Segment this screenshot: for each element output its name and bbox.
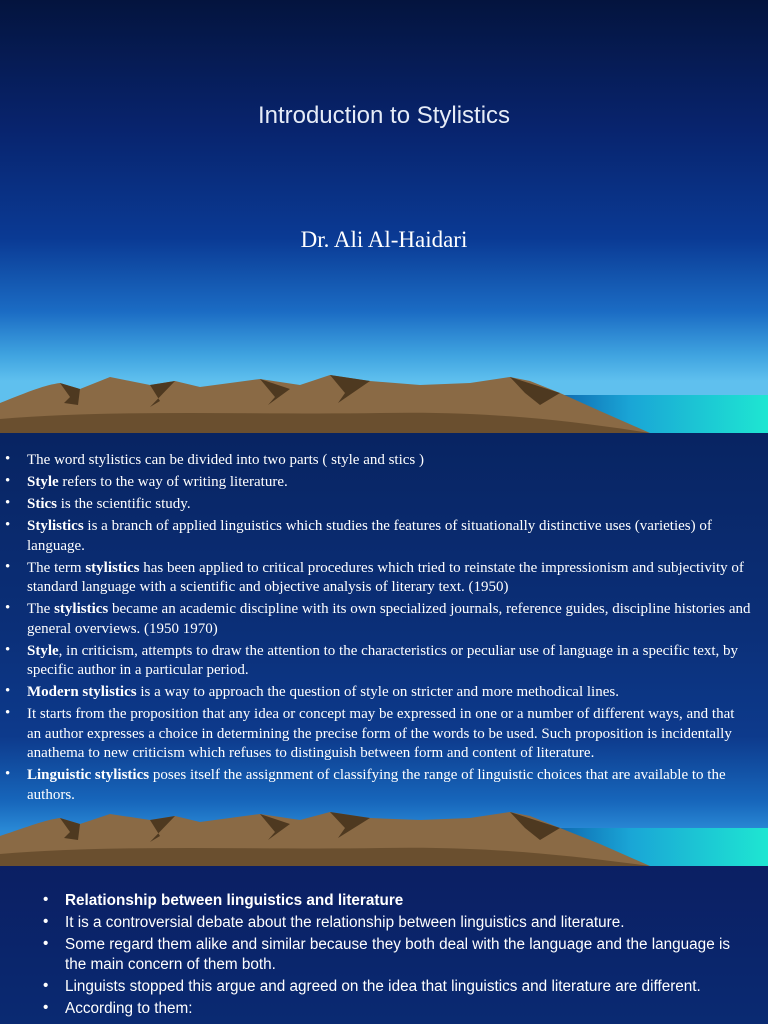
- bullet-item: [5, 600, 752, 639]
- bullet-term: stylistics: [85, 559, 140, 576]
- mountain-landscape: [0, 810, 768, 866]
- bullet-icon: •: [5, 641, 11, 658]
- definition-bullet-list: [5, 451, 752, 808]
- bullet-term: Style: [27, 642, 59, 659]
- bullet-text: is the scientific study.: [57, 496, 191, 512]
- bullet-icon: •: [5, 473, 11, 489]
- bullet-term: Stylistics: [27, 518, 84, 534]
- slide-stylistics-definitions: [0, 433, 768, 866]
- mountain-landscape: [0, 363, 768, 433]
- bullet-item: [5, 517, 752, 556]
- bullet-text-prefix: The: [27, 601, 55, 617]
- bullet-item: [5, 641, 752, 681]
- bullet-icon: •: [5, 495, 11, 511]
- bullet-item: [5, 766, 752, 805]
- bullet-term: Linguistic stylistics: [27, 767, 150, 783]
- bullet-icon: •: [5, 558, 11, 575]
- bullet-term: Stics: [27, 496, 57, 512]
- bullet-text: became an academic discipline with its own specialized journals, reference guides, discipline histories and general overviews. (1950 1970): [27, 601, 751, 637]
- bullet-item: [5, 451, 752, 471]
- bullet-text: It is a controversial debate about the relationship between linguistics and literature.: [65, 914, 625, 931]
- bullet-item: [5, 683, 752, 703]
- relationship-bullet-list: [43, 891, 755, 1021]
- bullet-text-prefix: The term: [27, 559, 86, 576]
- bullet-item: [5, 705, 752, 764]
- bullet-icon: •: [5, 451, 11, 467]
- bullet-text: has been applied to critical procedures which tried to reinstate the impressionism and subjectivity of standard language with a scientific and objective analysis of literary text. (1950): [27, 559, 744, 595]
- bullet-text: , in criticism, attempts to draw the attention to the characteristics or peculiar use of language in a specific text, by specific author in a particular period.: [27, 642, 739, 678]
- bullet-text: Some regard them alike and similar because they both deal with the language and the language is the main concern of them both.: [65, 936, 730, 973]
- bullet-text: According to them:: [65, 1000, 193, 1017]
- bullet-icon: •: [5, 517, 11, 533]
- bullet-icon: •: [43, 913, 49, 930]
- slide-linguistics-literature: [0, 866, 768, 1024]
- bullet-item: [43, 935, 755, 975]
- bullet-icon: •: [43, 999, 49, 1016]
- bullet-icon: •: [5, 600, 11, 616]
- slide-title: [0, 0, 768, 433]
- bullet-icon: •: [43, 891, 49, 908]
- bullet-icon: •: [5, 766, 11, 782]
- bullet-item: [5, 558, 752, 598]
- bullet-item: [43, 913, 755, 933]
- bullet-text: poses itself the assignment of classifying the range of linguistic choices that are available to the authors.: [27, 767, 726, 803]
- bullet-item: [43, 999, 755, 1019]
- bullet-text: is a way to approach the question of style on stricter and more methodical lines.: [136, 684, 619, 700]
- bullet-text: It starts from the proposition that any idea or concept may be expressed in one or a number of different ways, and that an author expresses a choice in determining the precise form of the words to be used. Such proposition is incidentally anathema to new criticism which refuses to distinguish between form and content of literature.: [27, 706, 735, 761]
- bullet-text: The word stylistics can be divided into two parts ( style and stics ): [27, 452, 425, 468]
- bullet-text: is a branch of applied linguistics which studies the features of situationally distinctive uses (varieties) of language.: [27, 518, 712, 554]
- bullet-item: [5, 495, 752, 515]
- slide-author: Dr. Ali Al-Haidari: [300, 227, 468, 252]
- bullet-icon: •: [43, 977, 49, 994]
- bullet-icon: •: [5, 705, 11, 721]
- bullet-item: [43, 891, 755, 911]
- bullet-text: Linguists stopped this argue and agreed on the idea that linguistics and literature are different.: [65, 978, 701, 995]
- bullet-term: stylistics: [54, 601, 109, 617]
- bullet-term: Style: [27, 474, 59, 490]
- bullet-icon: •: [5, 683, 11, 699]
- bullet-term: Relationship between linguistics and literature: [65, 892, 404, 909]
- bullet-icon: •: [43, 935, 49, 952]
- bullet-item: [43, 977, 755, 997]
- bullet-term: Modern stylistics: [27, 684, 137, 700]
- slide-title-heading: Introduction to Stylistics: [257, 102, 511, 129]
- bullet-item: [5, 473, 752, 493]
- bullet-text: refers to the way of writing literature.: [58, 474, 288, 490]
